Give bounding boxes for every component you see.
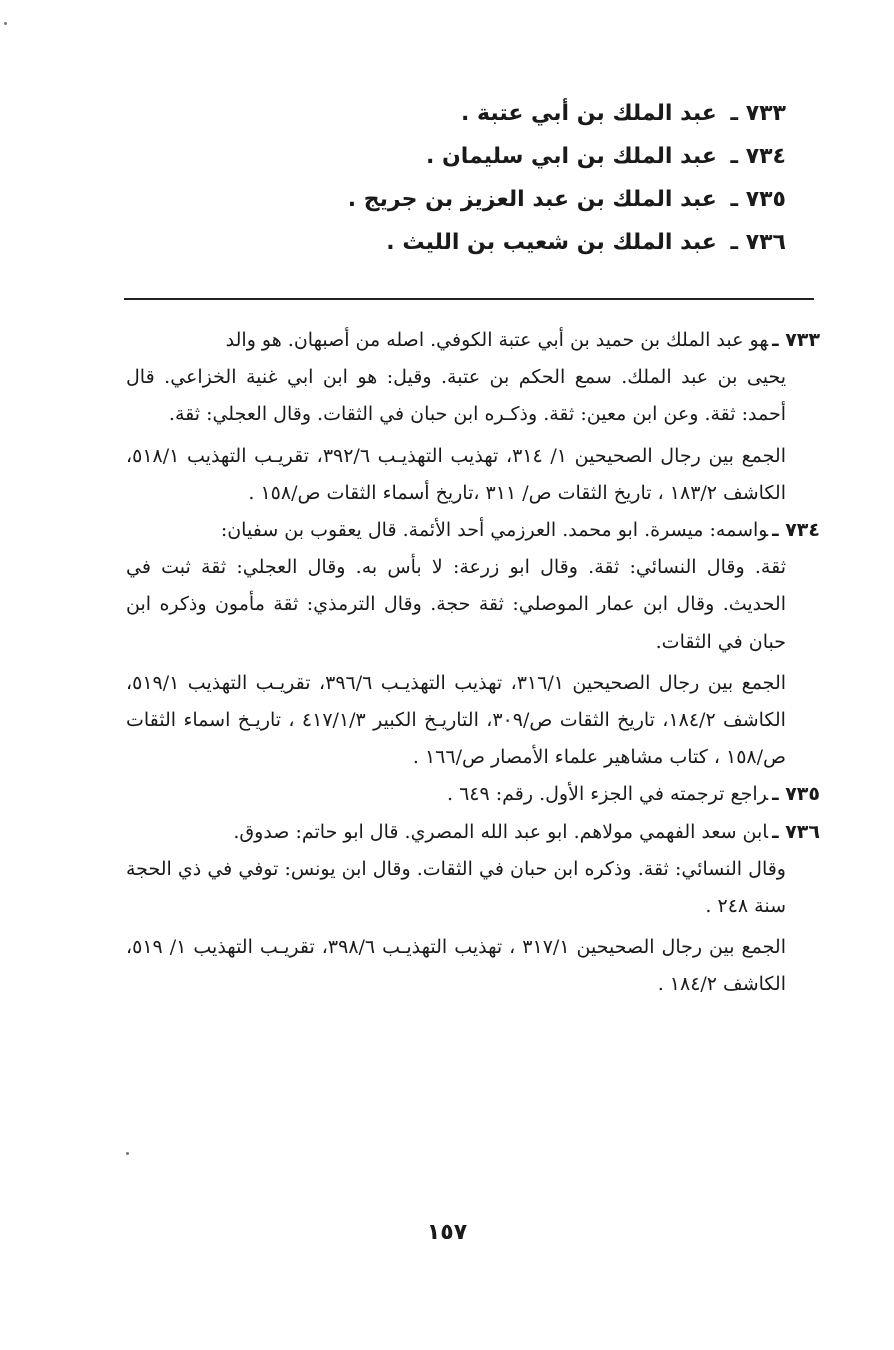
entry-number: ٧٣٤ ـ <box>730 144 786 169</box>
footnote-body: يحيى بن عبد الملك. سمع الحكم بن عتبة. وقيل: هو ابن ابي غنية الخزاعي. قال أحمد: ثقة. وعن ابن معين: ثقة. وذكـره ابن حبان في الثقات. وقال العجلي: ثقة. <box>126 366 786 426</box>
heading-line <box>266 221 786 264</box>
footnote-first-line <box>126 776 820 813</box>
footnote-first-line <box>126 322 820 359</box>
scan-speck <box>4 22 7 25</box>
footnote <box>126 776 820 813</box>
footnote-first-line <box>126 512 820 549</box>
entry-name: عبد الملك بن شعيب بن الليث . <box>386 230 717 255</box>
entry-name: عبد الملك بن أبي عتبة . <box>461 101 717 126</box>
footnote <box>126 322 820 512</box>
scan-speck <box>126 1152 129 1155</box>
footnote-lead: واسمه: ميسرة. ابو محمد. العرزمي أحد الأئمة. قال يعقوب بن سفيان: <box>220 519 769 542</box>
entry-name: عبد الملك بن ابي سليمان . <box>425 144 717 169</box>
entry-headings <box>266 92 786 264</box>
footnote-lead: راجع ترجمته في الجزء الأول. رقم: ٦٤٩ . <box>446 783 769 806</box>
footnote-number: ٧٣٦ ـ <box>772 820 820 843</box>
heading-line <box>266 178 786 221</box>
footnote <box>126 814 820 1004</box>
heading-line <box>266 92 786 135</box>
entry-number: ٧٣٥ ـ <box>730 187 786 212</box>
footnote-number: ٧٣٥ ـ <box>772 783 820 806</box>
footnote-number: ٧٣٤ ـ <box>772 519 820 542</box>
footnote-lead: ابن سعد الفهمي مولاهم. ابو عبد الله المصري. قال ابو حاتم: صدوق. <box>233 820 769 843</box>
footnotes <box>126 322 820 1004</box>
footnote-references: الجمع بين رجال الصحيحين ٣١٧/١ ، تهذيب التهذيـب ٣٩٨/٦، تقريـب التهذيب ١/ ٥١٩، الكاشف ١٨٤/٢ . <box>126 936 786 996</box>
footnote <box>126 512 820 776</box>
footnote-lead: هو عبد الملك بن حميد بن أبي عتبة الكوفي. اصله من أصبهان. هو والد <box>225 329 769 351</box>
entry-number: ٧٣٣ ـ <box>730 101 786 126</box>
heading-line <box>266 135 786 178</box>
footnote-references: الجمع بين رجال الصحيحين ١/ ٣١٤، تهذيب التهذيـب ٣٩٢/٦، تقريـب التهذيب ٥١٨/١، الكاشف ١٨٣/٢ ، تاريخ الثقات ص/ ٣١١ ،تاريخ أسماء الثقات ص/١٥٨ . <box>126 444 786 504</box>
footnote-divider <box>124 298 814 300</box>
entry-number: ٧٣٦ ـ <box>730 230 786 255</box>
footnote-body: وقال النسائي: ثقة. وذكره ابن حبان في الثقات. وقال ابن يونس: توفي في ذي الحجة سنة ٢٤٨ . <box>126 857 786 918</box>
entry-name: عبد الملك بن عبد العزيز بن جريج . <box>347 187 717 212</box>
page-number: ١٥٧ <box>426 1220 468 1245</box>
footnote-references: الجمع بين رجال الصحيحين ٣١٦/١، تهذيب التهذيـب ٣٩٦/٦، تقريـب التهذيب ٥١٩/١، الكاشف ١٨٤/٢، تاريخ الثقات ص/٣٠٩، التاريـخ الكبير ٤١٧/١/٣ ، تاريـخ اسماء الثقات ص/١٥٨ ، كتاب مشاهير علماء الأمصار ص/١٦٦ . <box>126 671 787 769</box>
footnote-number: ٧٣٣ ـ <box>772 329 820 351</box>
footnote-body: ثقة. وقال النسائي: ثقة. وقال ابو زرعة: لا بأس به. وقال العجلي: ثقة ثبت في الحديث. وقال ابن عمار الموصلي: ثقة حجة. وقال الترمذي: ثقة مأمون وذكره ابن حبان في الثقات. <box>126 556 786 653</box>
footnote-first-line <box>126 814 820 851</box>
